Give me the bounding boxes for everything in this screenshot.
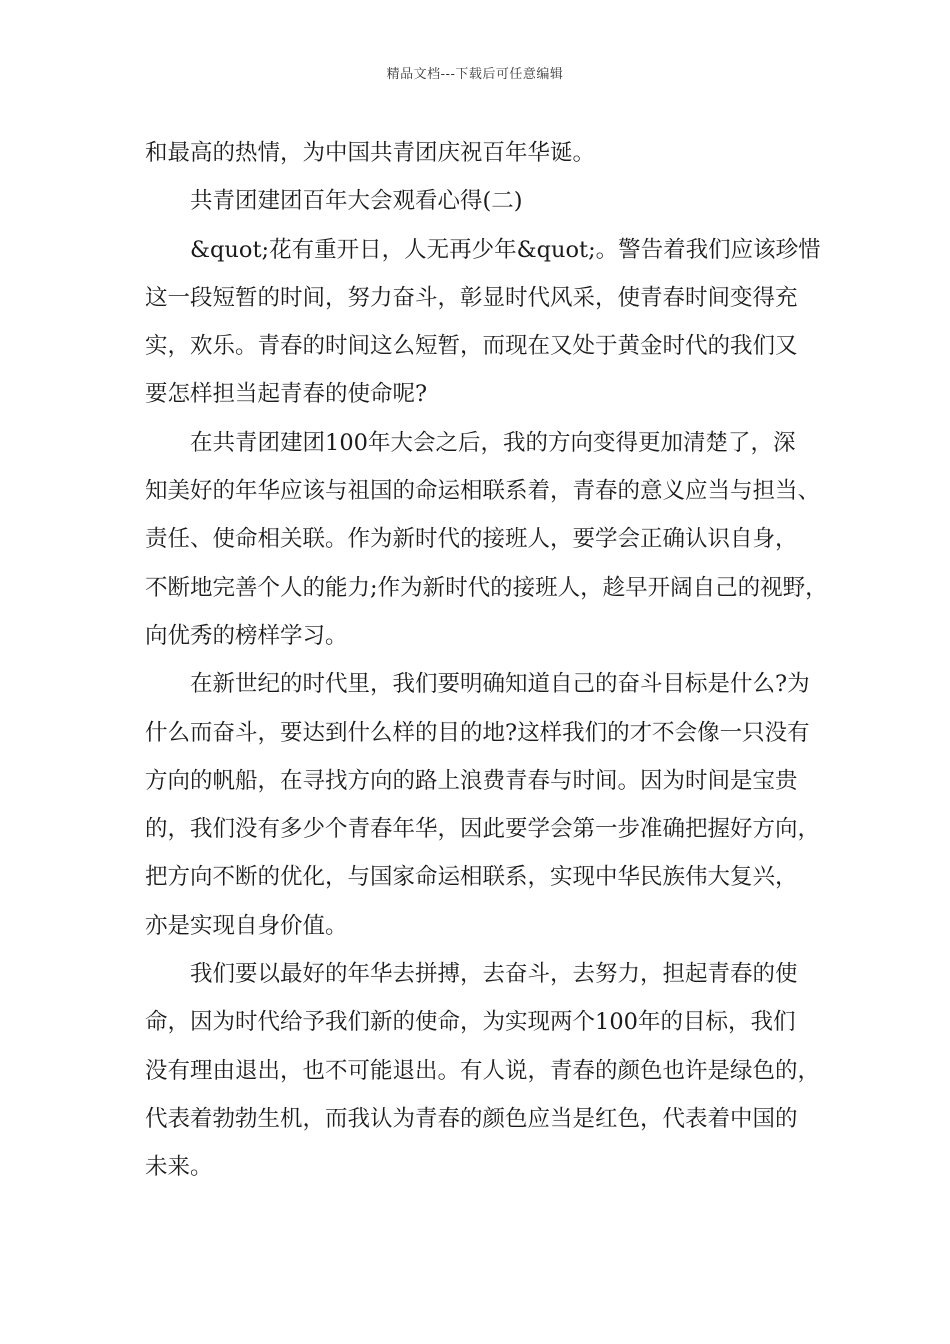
- text-line: 亦是实现自身价值。: [145, 912, 348, 939]
- section-title: 共青团建团百年大会观看心得(二): [190, 188, 523, 215]
- document-body: [145, 129, 828, 1192]
- page-header: 精品文档---下载后可任意编辑: [386, 67, 564, 82]
- text-line: 在新世纪的时代里，我们要明确知道自己的奋斗目标是什么?为: [190, 671, 810, 698]
- text-line: 方向的帆船，在寻找方向的路上浪费青春与时间。因为时间是宝贵: [145, 767, 798, 794]
- text-line: 实，欢乐。青春的时间这么短暂，而现在又处于黄金时代的我们又: [145, 333, 798, 360]
- text-line: 和最高的热情，为中国共青团庆祝百年华诞。: [145, 140, 596, 166]
- text-line: 代表着勃勃生机，而我认为青春的颜色应当是红色，代表着中国的: [145, 1105, 798, 1132]
- text-line: 我们要以最好的年华去拼搏，去奋斗，去努力，担起青春的使: [190, 961, 798, 988]
- text-line: 不断地完善个人的能力;作为新时代的接班人，趁早开阔自己的视野，: [145, 574, 828, 601]
- text-line: 在共青团建团100年大会之后，我的方向变得更加清楚了，深: [190, 429, 796, 456]
- text-line: 没有理由退出，也不可能退出。有人说，青春的颜色也许是绿色的，: [145, 1057, 821, 1084]
- text-line: 未来。: [145, 1154, 213, 1181]
- text-line: 责任、使命相关联。作为新时代的接班人，要学会正确认识自身，: [145, 526, 798, 553]
- text-line: 什么而奋斗，要达到什么样的目的地?这样我们的才不会像一只没有: [145, 719, 810, 746]
- text-line: 的，我们没有多少个青春年华，因此要学会第一步准确把握好方向，: [145, 816, 821, 843]
- text-line: 这一段短暂的时间，努力奋斗，彰显时代风采，使青春时间变得充: [145, 284, 798, 311]
- text-line: 知美好的年华应该与祖国的命运相联系着，青春的意义应当与担当、: [145, 478, 821, 505]
- text-line: 把方向不断的优化，与国家命运相联系，实现中华民族伟大复兴，: [145, 864, 798, 891]
- text-line: 向优秀的榜样学习。: [145, 622, 348, 649]
- text-line: 命，因为时代给予我们新的使命，为实现两个100年的目标，我们: [145, 1009, 796, 1036]
- text-line: 要怎样担当起青春的使命呢?: [145, 381, 428, 408]
- text-line: &quot;花有重开日，人无再少年&quot;。警告着我们应该珍惜: [190, 236, 821, 263]
